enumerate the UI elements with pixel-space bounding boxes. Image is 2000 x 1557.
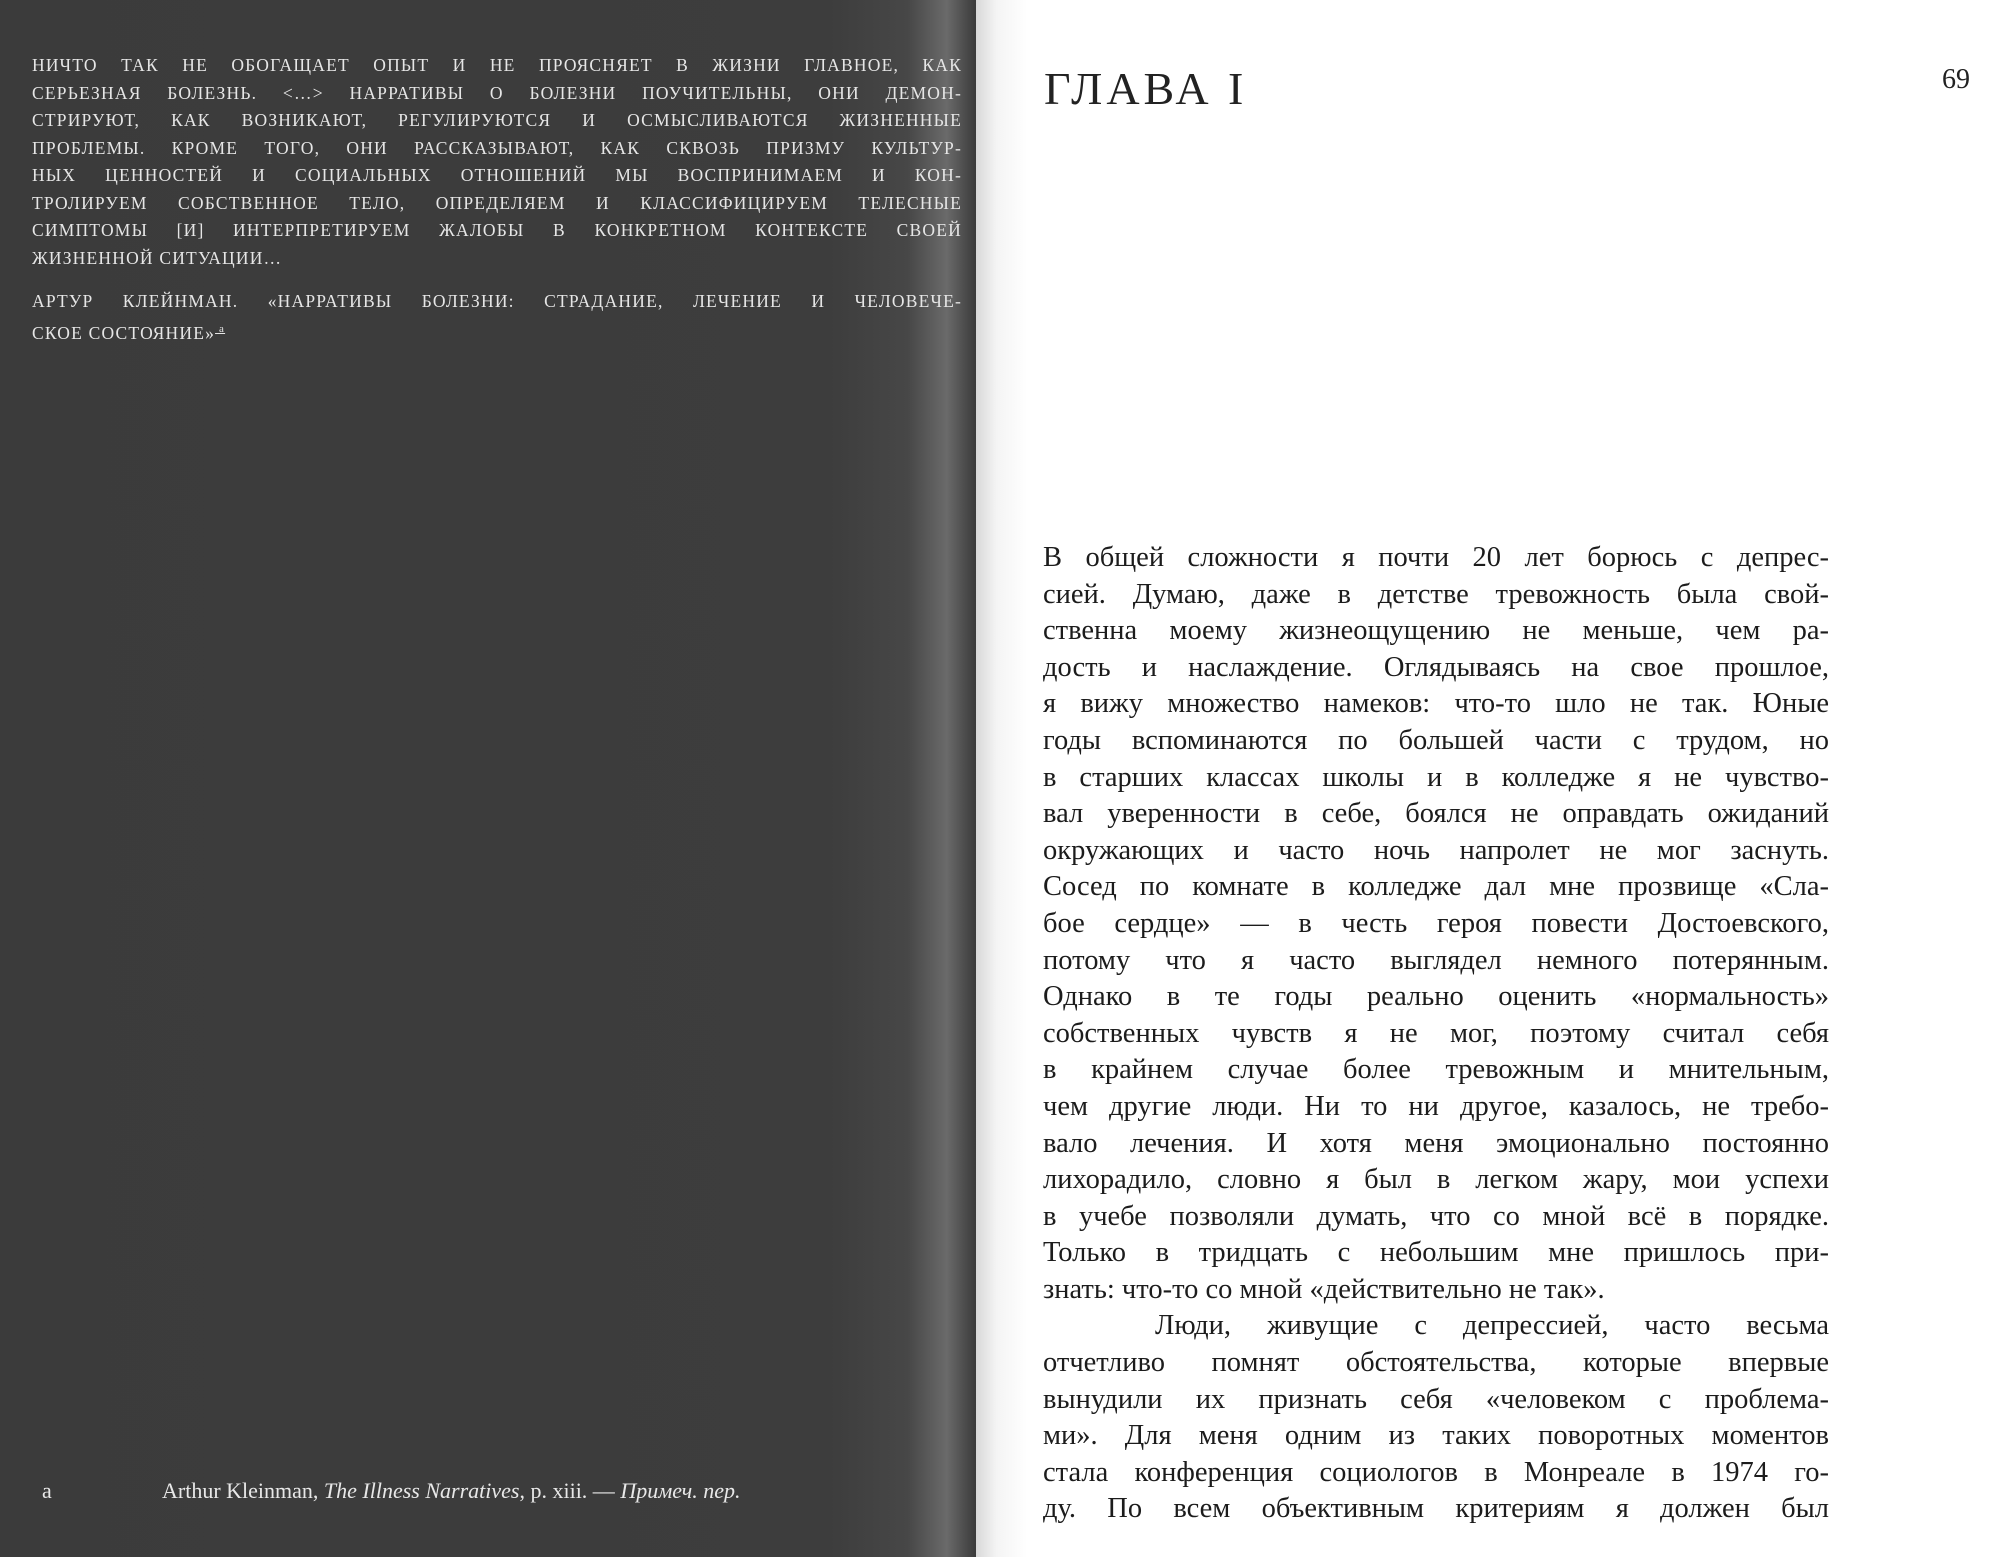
text-line: отчетливо помнят обстоятельства, которые впервые xyxy=(1043,1347,1829,1379)
text-line: Люди, живущие с депрессией, часто весьма xyxy=(1155,1310,1829,1342)
text-line: чем другие люди. Ни то ни другое, казалось, не требо- xyxy=(1043,1090,1829,1122)
text-line: ми». Для меня одним из таких поворотных моментов xyxy=(1043,1420,1829,1452)
footnote-author: Arthur Kleinman, xyxy=(162,1478,324,1503)
right-page xyxy=(976,0,2000,1557)
text-line: ПРОБЛЕМЫ. КРОМЕ ТОГО, ОНИ РАССКАЗЫВАЮТ, КАК СКВОЗЬ ПРИЗМУ КУЛЬТУР- xyxy=(32,137,962,158)
text-line: сией. Думаю, даже в детстве тревожность была свой- xyxy=(1043,578,1829,610)
footnote-note: Примеч. пер. xyxy=(620,1478,741,1503)
text-line: НИЧТО ТАК НЕ ОБОГАЩАЕТ ОПЫТ И НЕ ПРОЯСНЯЕТ В ЖИЗНИ ГЛАВНОЕ, КАК xyxy=(32,55,962,75)
text-line: в старших классах школы и в колледже я не чувство- xyxy=(1043,761,1829,793)
text-line: я вижу множество намеков: что-то шло не так. Юные xyxy=(1043,688,1829,720)
text-line: вынудили их признать себя «человеком с проблема- xyxy=(1043,1383,1829,1415)
text-line: бое сердце» — в честь героя повести Достоевского, xyxy=(1043,907,1829,939)
footnote-text xyxy=(162,1478,740,1504)
text-line: ТРОЛИРУЕМ СОБСТВЕННОЕ ТЕЛО, ОПРЕДЕЛЯЕМ И КЛАССИФИЦИРУЕМ ТЕЛЕСНЫЕ xyxy=(32,192,962,213)
text-line: в учебе позволяли думать, что со мной всё в порядке. xyxy=(1043,1200,1829,1232)
text-line: вал уверенности в себе, боялся не оправдать ожиданий xyxy=(1043,798,1829,830)
chapter-title: ГЛАВА I xyxy=(1044,63,1248,114)
footnote-rest: , p. xiii. — xyxy=(519,1478,621,1503)
footnote-marker: a xyxy=(42,1478,52,1503)
text-line: В общей сложности я почти 20 лет борюсь с депрес- xyxy=(1043,542,1829,573)
text-line: собственных чувств я не мог, поэтому считал себя xyxy=(1043,1017,1829,1049)
text-line: знать: что-то со мной «действительно не так». xyxy=(1043,1273,1605,1305)
text-line: Однако в те годы реально оценить «нормальность» xyxy=(1043,981,1829,1013)
text-line: ду. По всем объективным критериям я должен был xyxy=(1043,1493,1829,1525)
text-line: дость и наслаждение. Оглядываясь на свое прошлое, xyxy=(1043,651,1829,683)
text-line: вало лечения. И хотя меня эмоционально постоянно xyxy=(1043,1127,1829,1159)
text-line: в крайнем случае более тревожным и мнительным, xyxy=(1043,1054,1829,1086)
text-line: СЕРЬЕЗНАЯ БОЛЕЗНЬ. <…> НАРРАТИВЫ О БОЛЕЗНИ ПОУЧИТЕЛЬНЫ, ОНИ ДЕМОН- xyxy=(32,82,962,103)
footnote-title: The Illness Narratives xyxy=(323,1478,520,1503)
text-line: АРТУР КЛЕЙНМАН. «НАРРАТИВЫ БОЛЕЗНИ: СТРАДАНИЕ, ЛЕЧЕНИЕ И ЧЕЛОВЕЧЕ- xyxy=(32,291,962,311)
text-line: стала конференция социологов в Монреале в 1974 го- xyxy=(1043,1456,1829,1488)
text-line: годы вспоминаются по большей части с трудом, но xyxy=(1043,724,1829,756)
text-line: ственна моему жизнеощущению не меньше, чем ра- xyxy=(1043,615,1829,647)
text-line: НЫХ ЦЕННОСТЕЙ И СОЦИАЛЬНЫХ ОТНОШЕНИЙ МЫ ВОСПРИНИМАЕМ И КОН- xyxy=(32,165,962,185)
text-line: потому что я часто выглядел немного потерянным. xyxy=(1043,944,1829,976)
text-line: лихорадило, словно я был в легком жару, мои успехи xyxy=(1043,1164,1829,1196)
text-line: СТРИРУЮТ, КАК ВОЗНИКАЮТ, РЕГУЛИРУЮТСЯ И ОСМЫСЛИВАЮТСЯ ЖИЗНЕННЫЕ xyxy=(32,110,962,130)
text-line: ЖИЗНЕННОЙ СИТУАЦИИ… xyxy=(32,247,283,268)
text-line: СКОЕ СОСТОЯНИЕ» $^a$ xyxy=(32,322,226,343)
body-text xyxy=(1043,540,1829,1528)
text-line: СИМПТОМЫ [И] ИНТЕРПРЕТИРУЕМ ЖАЛОБЫ В КОНКРЕТНОМ КОНТЕКСТЕ СВОЕЙ xyxy=(32,220,962,240)
text-line: окружающих и часто ночь напролет не мог заснуть. xyxy=(1043,834,1829,866)
epigraph-attribution xyxy=(32,288,962,347)
epigraph xyxy=(32,52,962,347)
page-number: 69 xyxy=(1942,64,1970,95)
text-line: Только в тридцать с небольшим мне пришлось при- xyxy=(1043,1237,1829,1269)
text-line: Сосед по комнате в колледже дал мне прозвище «Сла- xyxy=(1043,871,1829,903)
left-page xyxy=(0,0,976,1557)
footnote-reference[interactable]: a xyxy=(215,322,226,335)
